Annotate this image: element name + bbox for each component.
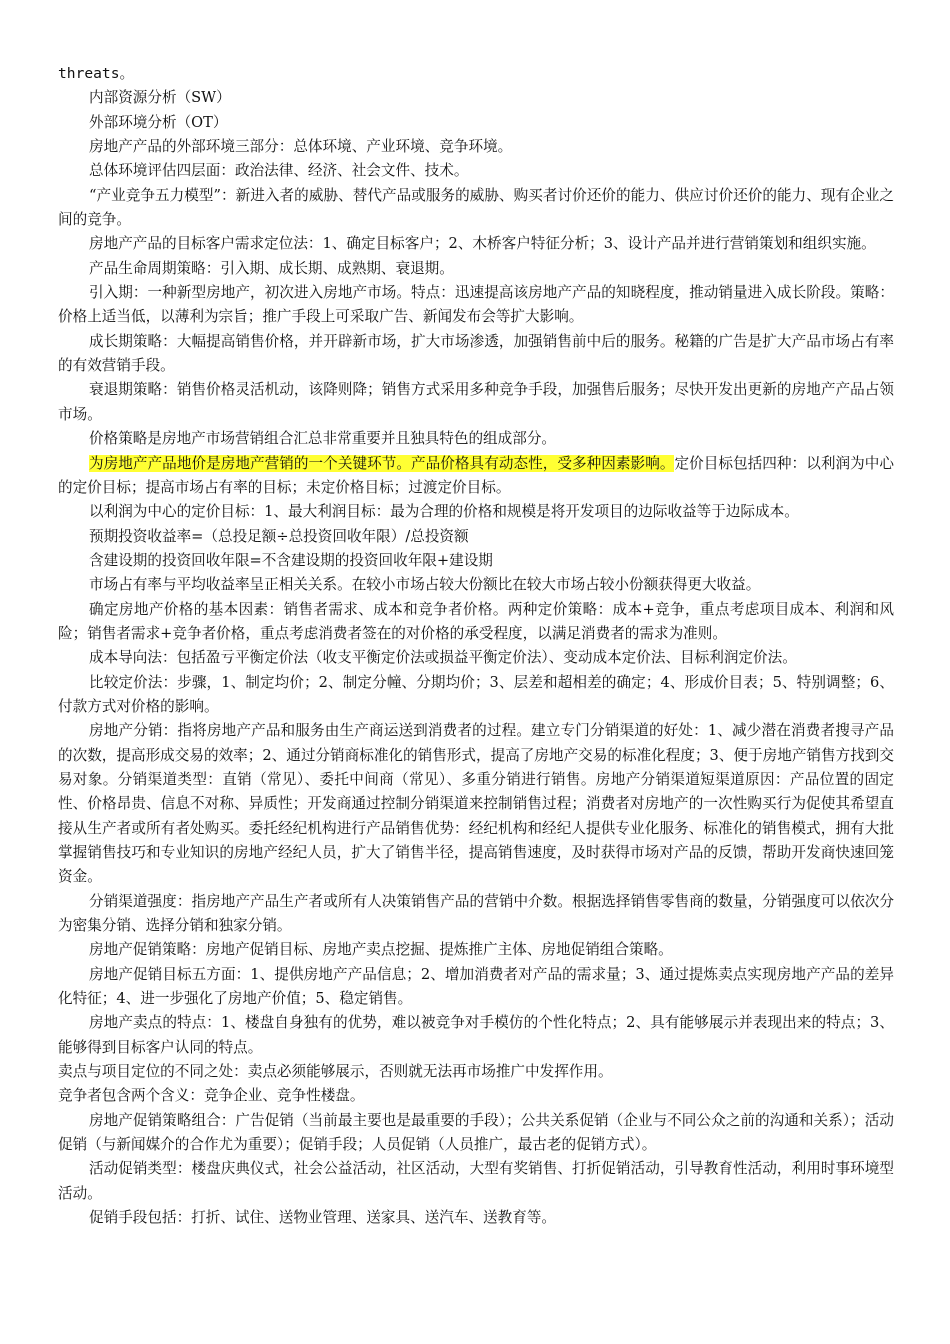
paragraph: 房地产产品的外部环境三部分：总体环境、产业环境、竞争环境。 [89, 138, 513, 156]
paragraph: 成本导向法：包括盈亏平衡定价法（收支平衡定价法或损益平衡定价法）、变动成本定价法、目标利润定价法。 [89, 649, 797, 667]
paragraph: 产品生命周期策略：引入期、成长期、成熟期、衰退期。 [89, 259, 454, 277]
paragraph: 含建设期的投资回收年限=不含建设期的投资回收年限+建设期 [89, 551, 493, 569]
paragraph: 房地产卖点的特点：1、楼盘自身独有的优势，难以被竞争对手模仿的个性化特点；2、具有能够展示并表现出来的特点；3、能够得到目标客户认同的特点。 [58, 1014, 894, 1056]
paragraph: 房地产分销：指将房地产产品和服务由生产商运送到消费者的过程。建立专门分销渠道的好处：1、减少潜在消费者搜寻产品的次数，提高形成交易的效率；2、通过分销商标准化的销售形式，提高了房地产交易的标准化程度；3、便于房地产销售方找到交易对象。分销渠道类型：直销（常见）、委托中间商（常见）、多重分销进行销售。房地产分销渠道短渠道原因：产品位置的固定性、价格昂贵、信息不对称、异质性；开发商通过控制分销渠道来控制销售过程；消费者对房地产的一次性购买行为促使其希望直接从生产者或所有者处购买。委托经纪机构进行产品销售优势：经纪机构和经纪人提供专业化服务、标准化的销售模式，拥有大批掌握销售技巧和专业知识的房地产经纪人员，扩大了销售半径，提高销售速度，及时获得市场对产品的反馈，帮助开发商快速回笼资金。 [58, 722, 894, 886]
paragraph: 卖点与项目定位的不同之处：卖点必须能够展示，否则就无法再市场推广中发挥作用。 [58, 1063, 613, 1081]
paragraph: 促销手段包括：打折、试住、送物业管理、送家具、送汽车、送教育等。 [89, 1209, 557, 1227]
paragraph: 房地产产品的目标客户需求定位法：1、确定目标客户；2、木桥客户特征分析；3、设计产品并进行营销策划和组织实施。 [89, 235, 876, 253]
paragraph: 以利润为中心的定价目标：1、最大利润目标：最为合理的价格和规模是将开发项目的边际收益等于边际成本。 [89, 503, 799, 521]
paragraph-text: 定价目标包括四种：以利润为中心的定价目标；提高市场占有率的目标；未定价格目标；过渡定价目标。 [58, 454, 894, 496]
paragraph: 房地产促销策略组合：广告促销（当前最主要也是最重要的手段）；公共关系促销（企业与不同公众之前的沟通和关系）；活动促销（与新闻媒介的合作尤为重要）；促销手段；人员促销（人员推广，最古老的促销方式）。 [58, 1111, 894, 1154]
paragraph: 活动促销类型：楼盘庆典仪式，社会公益活动，社区活动，大型有奖销售、打折促销活动，引导教育性活动，利用时事环境型活动。 [58, 1160, 894, 1202]
paragraph: 内部资源分析（SW） [89, 89, 231, 107]
paragraph: 竞争者包含两个含义：竞争企业、竞争性楼盘。 [58, 1087, 365, 1105]
paragraph: 比较定价法：步骤，1、制定均价；2、制定分幢、分期均价；3、层差和超相差的确定；4、形成价目表；5、特别调整；6、付款方式对价格的影响。 [58, 673, 894, 715]
paragraph: 房地产促销目标五方面：1、提供房地产产品信息；2、增加消费者对产品的需求量；3、通过提炼卖点实现房地产产品的差异化特征；4、进一步强化了房地产价值；5、稳定销售。 [58, 965, 894, 1008]
paragraph: 成长期策略：大幅提高销售价格，并开辟新市场，扩大市场渗透，加强销售前中后的服务。秘籍的广告是扩大产品市场占有率的有效营销手段。 [58, 332, 894, 375]
paragraph: 价格策略是房地产市场营销组合汇总非常重要并且独具特色的组成部分。 [89, 430, 557, 448]
paragraph: 房地产促销策略：房地产促销目标、房地产卖点挖掘、提炼推广主体、房地促销组合策略。 [89, 941, 673, 959]
paragraph: 外部环境分析（OT） [89, 113, 228, 131]
paragraph: “产业竞争五力模型”：新进入者的威胁、替代产品或服务的威胁、购买者讨价还价的能力、供应讨价还价的能力、现有企业之间的竞争。 [58, 186, 894, 229]
paragraph: 确定房地产价格的基本因素：销售者需求、成本和竞争者价格。两种定价策略：成本+竞争，重点考虑项目成本、利润和风险；销售者需求+竞争者价格，重点考虑消费者签在的对价格的承受程度，以满足消费者的需求为准则。 [58, 600, 894, 642]
paragraph: 分销渠道强度：指房地产产品生产者或所有人决策销售产品的营销中介数。根据选择销售零售商的数量，分销强度可以依次分为密集分销、选择分销和独家分销。 [58, 892, 894, 935]
paragraph: 衰退期策略：销售价格灵活机动，该降则降；销售方式采用多种竞争手段，加强售后服务；尽快开发出更新的房地产产品占领市场。 [58, 381, 894, 423]
paragraph: 总体环境评估四层面：政治法律、经济、社会文件、技术。 [89, 162, 469, 180]
highlighted-paragraph [58, 452, 894, 501]
highlighted-text: 为房地产产品地价是房地产营销的一个关键环节。产品价格具有动态性，受多种因素影响。 [89, 454, 675, 472]
paragraph: threats。 [58, 65, 135, 82]
paragraph: 预期投资收益率=（总投足额÷总投资回收年限）/总投资额 [89, 527, 469, 545]
paragraph: 引入期：一种新型房地产，初次进入房地产市场。特点：迅速提高该房地产产品的知晓程度，推动销量进入成长阶段。策略：价格上适当低，以薄利为宗旨；推广手段上可采取广告、新闻发布会等扩大影响。 [58, 284, 894, 326]
paragraph: 市场占有率与平均收益率呈正相关关系。在较小市场占较大份额比在较大市场占较小份额获得更大收益。 [89, 576, 761, 594]
